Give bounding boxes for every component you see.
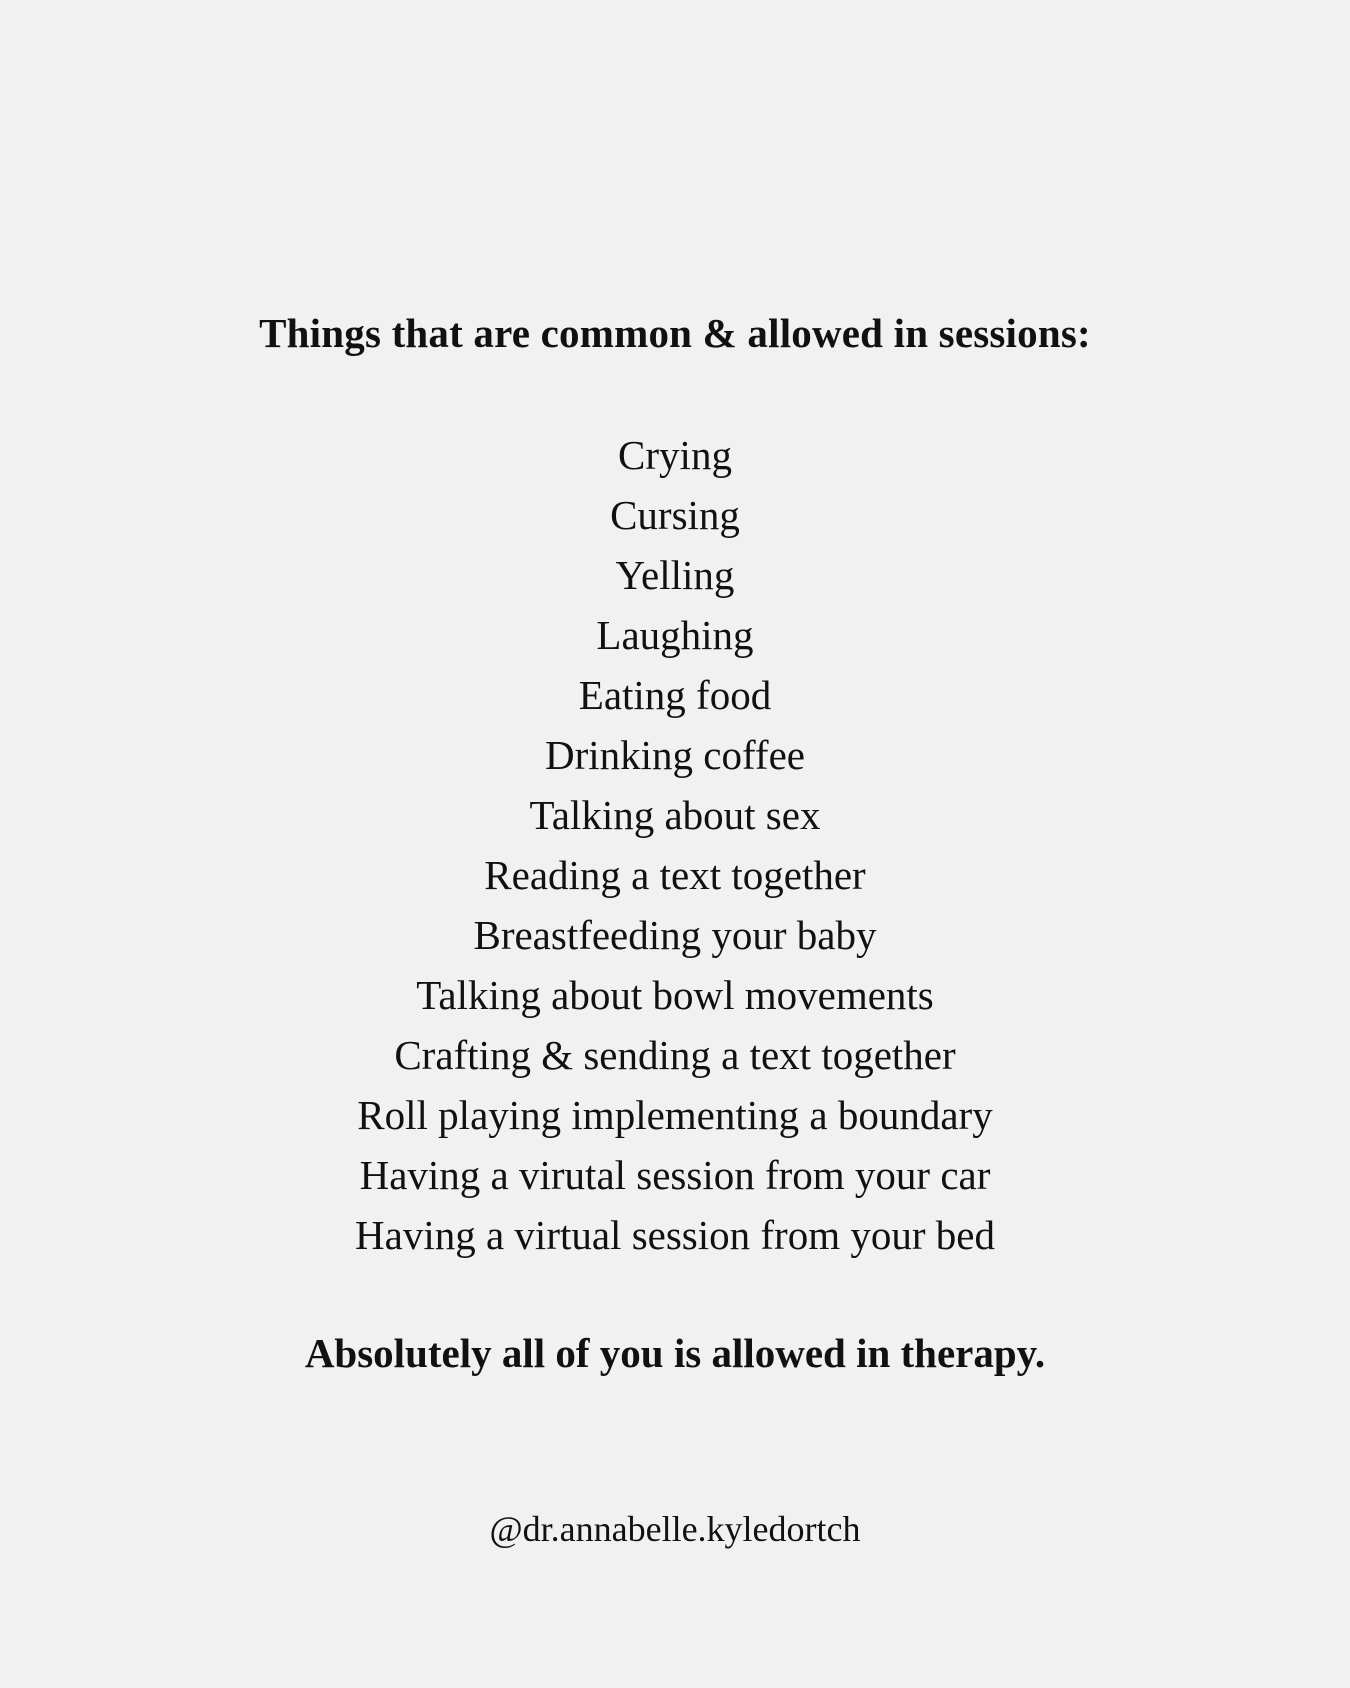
list-item: Cursing bbox=[610, 492, 740, 538]
author-handle: @dr.annabelle.kyledortch bbox=[489, 1509, 861, 1549]
list-item: Laughing bbox=[596, 612, 754, 658]
list-item: Eating food bbox=[578, 672, 772, 718]
list-item: Talking about sex bbox=[529, 792, 821, 838]
list-item: Having a virtual session from your bed bbox=[355, 1212, 995, 1258]
list-item: Roll playing implementing a boundary bbox=[357, 1092, 993, 1138]
list-item: Reading a text together bbox=[484, 852, 866, 898]
list-item: Drinking coffee bbox=[545, 732, 805, 778]
list-item: Talking about bowl movements bbox=[416, 972, 934, 1018]
list-item: Yelling bbox=[615, 552, 735, 598]
list-item: Having a virutal session from your car bbox=[359, 1152, 991, 1198]
list-item: Breastfeeding your baby bbox=[473, 912, 877, 958]
list-item: Crafting & sending a text together bbox=[394, 1032, 956, 1078]
post-heading: Things that are common & allowed in sessions: bbox=[259, 310, 1091, 356]
closing-statement: Absolutely all of you is allowed in therapy. bbox=[304, 1330, 1046, 1376]
list-item: Crying bbox=[618, 432, 732, 478]
allowed-things-list bbox=[0, 425, 1350, 1265]
